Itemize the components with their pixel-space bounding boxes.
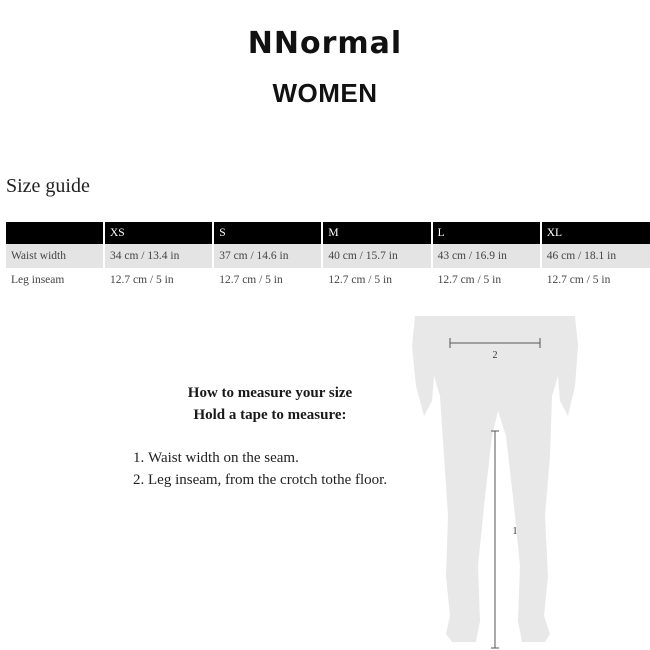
table-cell: 12.7 cm / 5 in [213, 268, 322, 292]
gender-heading: WOMEN [272, 78, 378, 108]
size-guide-title: Size guide [6, 175, 90, 197]
table-cell: 46 cm / 18.1 in [541, 244, 650, 268]
step-text: Waist width on the seam. [148, 450, 299, 466]
row-label-waist-width: Waist width [6, 244, 104, 268]
size-s-header: S [213, 222, 322, 244]
waist-label: 2 [492, 350, 498, 361]
size-table-header [6, 222, 650, 244]
table-cell: 12.7 cm / 5 in [432, 268, 541, 292]
body-silhouette [410, 316, 580, 650]
size-xl-header: XL [541, 222, 650, 244]
table-cell: 40 cm / 15.7 in [322, 244, 431, 268]
size-table-header-cell [6, 222, 104, 244]
table-cell: 12.7 cm / 5 in [541, 268, 650, 292]
list-item [133, 447, 387, 469]
table-row [6, 268, 650, 292]
table-cell: 43 cm / 16.9 in [432, 244, 541, 268]
brand-logo: NNormal [247, 26, 403, 61]
measure-heading: How to measure your size [187, 385, 353, 401]
inseam-label: 1 [512, 526, 518, 537]
size-table [6, 222, 650, 292]
measure-subheading: Hold a tape to measure: [193, 407, 347, 423]
table-cell: 12.7 cm / 5 in [322, 268, 431, 292]
inseam-measure-line [491, 431, 499, 648]
measure-steps [133, 447, 387, 491]
table-row [6, 244, 650, 268]
row-label-leg-inseam: Leg inseam [6, 268, 104, 292]
table-cell: 34 cm / 13.4 in [104, 244, 213, 268]
step-number: 1. [133, 450, 145, 466]
size-l-header: L [432, 222, 541, 244]
body-figure [410, 316, 580, 650]
size-xs-header: XS [104, 222, 213, 244]
table-cell: 37 cm / 14.6 in [213, 244, 322, 268]
size-m-header: M [322, 222, 431, 244]
table-cell: 12.7 cm / 5 in [104, 268, 213, 292]
step-text: Leg inseam, from the crotch tothe floor. [148, 472, 388, 488]
step-number: 2. [133, 472, 145, 488]
list-item [133, 469, 387, 491]
measure-instructions [130, 382, 410, 426]
